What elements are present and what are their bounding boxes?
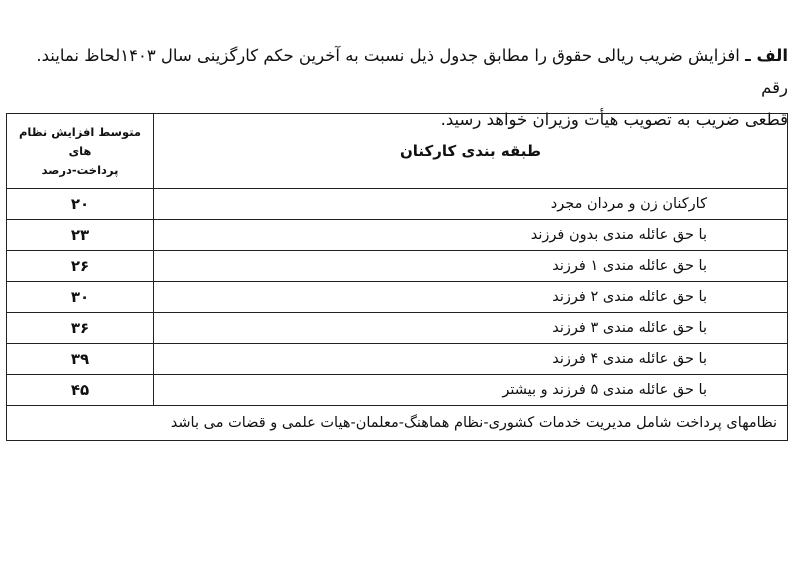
table-row — [7, 344, 788, 375]
header-average-raise — [7, 114, 154, 189]
row-raise-percent: ۲۳ — [7, 220, 154, 251]
header-employee-class: طبقه بندی کارکنان — [154, 114, 788, 189]
intro-line-1: افزایش ضریب ریالی حقوق را مطابق جدول ذیل نسبت به آخرین حکم کارگزینی سال ۱۴۰۳لحاظ نمایند. رقم — [36, 46, 788, 97]
intro-line-2: قطعی ضریب به تصویب هیأت وزیران خواهد رسید. — [440, 110, 788, 129]
row-employee-class: با حق عائله مندی ۵ فرزند و بیشتر — [154, 375, 788, 406]
row-raise-percent: ۳۰ — [7, 282, 154, 313]
table-body — [7, 189, 788, 441]
intro-lead: الف ـ — [745, 46, 788, 65]
row-employee-class: با حق عائله مندی ۲ فرزند — [154, 282, 788, 313]
raise-table — [6, 113, 788, 441]
table-row — [7, 375, 788, 406]
table-row — [7, 282, 788, 313]
header-average-raise-line-1: متوسط افزایش نظام های — [18, 124, 142, 158]
row-employee-class: با حق عائله مندی ۳ فرزند — [154, 313, 788, 344]
row-employee-class: با حق عائله مندی بدون فرزند — [154, 220, 788, 251]
row-employee-class: با حق عائله مندی ۱ فرزند — [154, 251, 788, 282]
header-average-raise-line-2: پرداخت-درصد — [41, 162, 119, 177]
row-raise-percent: ۳۹ — [7, 344, 154, 375]
row-raise-percent: ۴۵ — [7, 375, 154, 406]
table-footnote: نظامهای پرداخت شامل مدیریت خدمات کشوری-نظام هماهنگ-معلمان-هیات علمی و قضات می باشد — [7, 406, 788, 441]
row-raise-percent: ۲۶ — [7, 251, 154, 282]
row-employee-class: کارکنان زن و مردان مجرد — [154, 189, 788, 220]
table-row — [7, 313, 788, 344]
table-row — [7, 220, 788, 251]
row-employee-class: با حق عائله مندی ۴ فرزند — [154, 344, 788, 375]
row-raise-percent: ۲۰ — [7, 189, 154, 220]
row-raise-percent: ۳۶ — [7, 313, 154, 344]
table-row — [7, 189, 788, 220]
table-footer-row — [7, 406, 788, 441]
table-row — [7, 251, 788, 282]
table-header-row — [7, 114, 788, 189]
